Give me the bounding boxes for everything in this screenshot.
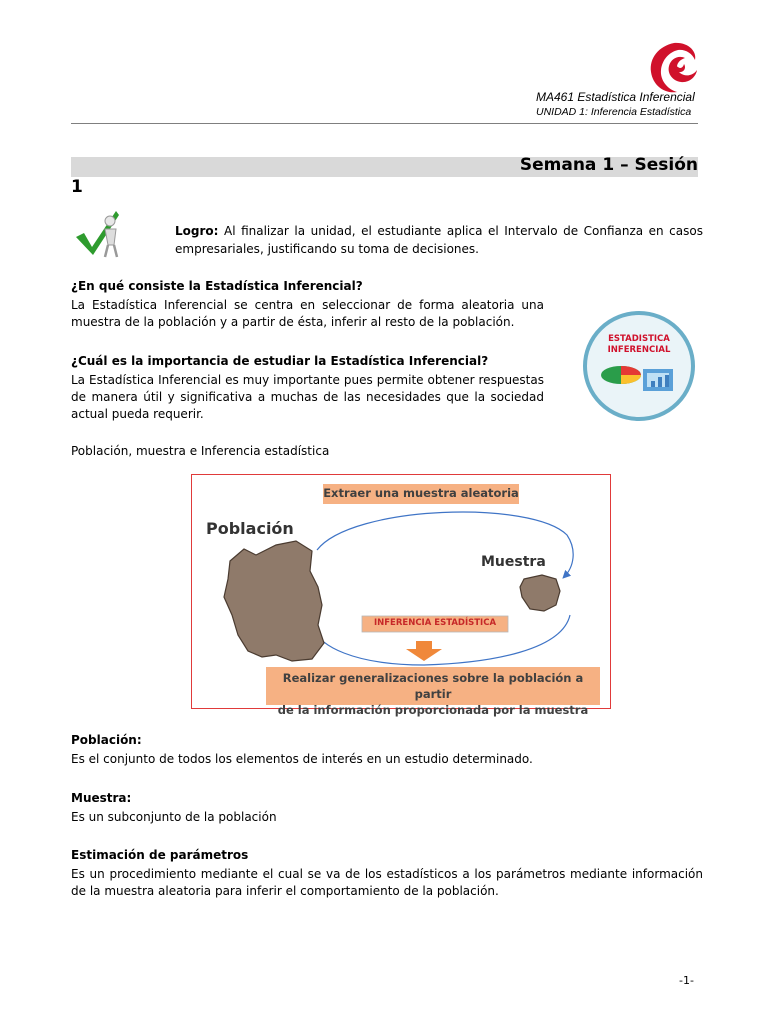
definition-sample-term: Muestra: <box>71 791 132 805</box>
population-shape <box>224 541 324 661</box>
university-logo <box>645 40 703 95</box>
session-title-part1: Semana 1 – Sesión <box>519 155 698 175</box>
population-sample-diagram <box>191 474 611 717</box>
course-name: MA461 Estadística Inferencial <box>536 90 695 104</box>
checkmark-figure-icon <box>72 207 122 259</box>
illustration-line-1: ESTADISTICA <box>608 334 670 344</box>
section-1-body: La Estadística Inferencial se centra en seleccionar de forma aleatoria una muestra de la población y a partir de ésta, inferir al resto de la población. <box>71 298 544 329</box>
page-number: -1- <box>679 974 694 987</box>
diagram-bottom-line-2: de la información proporcionada por la muestra <box>277 703 589 717</box>
definition-population-term: Población: <box>71 733 142 747</box>
unit-name: UNIDAD 1: Inferencia Estadística <box>536 106 692 118</box>
logro-paragraph <box>175 222 703 258</box>
definition-estimation-text: Es un procedimiento mediante el cual se va de los estadísticos a los parámetros mediante información de la muestra aleatoria para inferir el comportamiento de la población. <box>71 867 703 898</box>
diagram-top-label: Extraer una muestra aleatoria <box>323 486 519 500</box>
diagram-bottom-line-1: Realizar generalizaciones sobre la población a partir <box>282 671 584 701</box>
logro-text: Al finalizar la unidad, el estudiante aplica el Intervalo de Confianza en casos empresariales, justificando su toma de decisiones. <box>175 224 703 256</box>
diagram-inference-label: INFERENCIA ESTADÍSTICA <box>373 618 497 628</box>
diagram-sample-label: Muestra <box>481 554 546 570</box>
session-title-part2: 1 <box>71 177 83 197</box>
diagram-population-label: Población <box>206 519 294 538</box>
section-2-body: La Estadística Inferencial es muy importante pues permite obtener respuestas de manera útil y significativa a muchas de las necesidades que la sociedad actual pueda requerir. <box>71 373 544 421</box>
diagram-intro: Población, muestra e Inferencia estadística <box>71 444 330 458</box>
session-title <box>71 154 698 198</box>
definition-sample-text: Es un subconjunto de la población <box>71 810 277 824</box>
definition-estimation-term: Estimación de parámetros <box>71 848 249 862</box>
section-2-heading: ¿Cuál es la importancia de estudiar la Estadística Inferencial? <box>71 354 489 368</box>
section-1-heading: ¿En qué consiste la Estadística Inferencial? <box>71 279 363 293</box>
inferential-statistics-illustration <box>583 311 695 421</box>
illustration-line-2: INFERENCIAL <box>607 345 671 355</box>
logro-label: Logro: <box>175 224 219 238</box>
definition-population-text: Es el conjunto de todos los elementos de interés en un estudio determinado. <box>71 752 533 766</box>
header-divider <box>71 123 698 124</box>
sample-shape <box>520 575 560 611</box>
diagram-bottom-label <box>266 670 600 718</box>
down-arrow <box>406 641 442 661</box>
